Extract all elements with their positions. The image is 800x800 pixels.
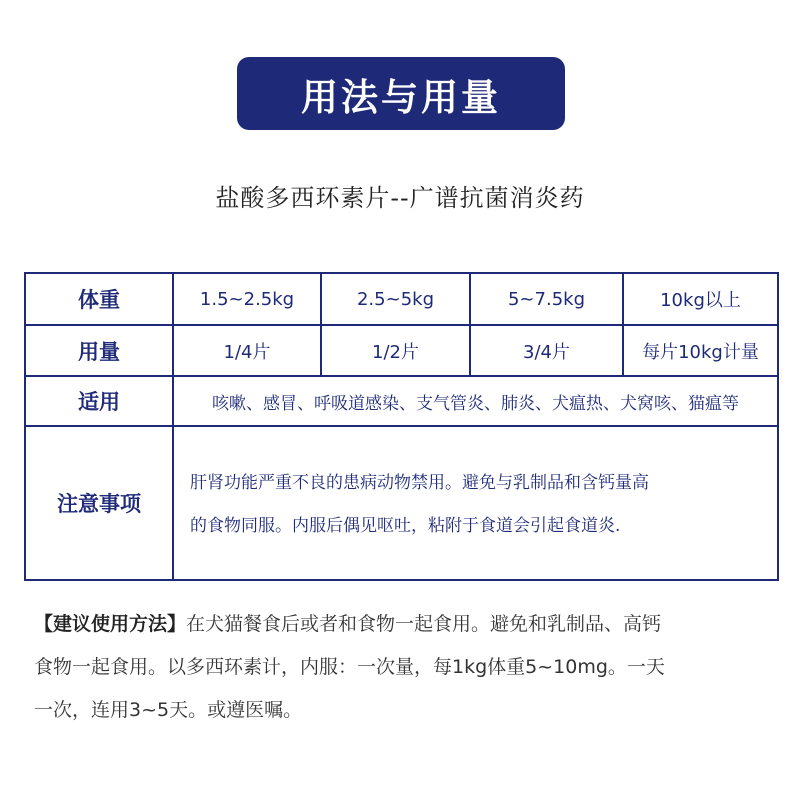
weight-cell: 10kg以上 (622, 274, 777, 324)
product-subtitle: 盐酸多西环素片--广谱抗菌消炎药 (215, 184, 585, 212)
dose-header: 用量 (78, 339, 120, 364)
indications-cell: 咳嗽、感冒、呼吸道感染、支气管炎、肺炎、犬瘟热、犬窝咳、猫瘟等 (172, 377, 777, 425)
notes-header: 注意事项 (57, 492, 141, 516)
notes-text (190, 462, 760, 548)
usage-instructions (34, 603, 774, 732)
table-row-weight (26, 274, 777, 326)
usage-text: 在犬猫餐食后或者和食物一起食用。避免和乳制品、高钙 (186, 613, 662, 635)
weight-cell: 1.5~2.5kg (172, 274, 320, 324)
usage-line: 一次，连用3~5天。或遵医嘱。 (34, 699, 303, 721)
usage-line: 食物一起食用。以多西环素计，内服：一次量，每1kg体重5~10mg。一天 (34, 656, 665, 678)
indications-header: 适用 (78, 390, 120, 414)
dose-cell: 1/4片 (172, 326, 320, 375)
dose-cell: 每片10kg计量 (622, 326, 777, 375)
weight-header: 体重 (78, 288, 120, 312)
notes-line: 肝肾功能严重不良的患病动物禁用。避免与乳制品和含钙量高 (190, 473, 649, 493)
notes-line: 的食物同服。内服后偶见呕吐，粘附于食道会引起食道炎. (190, 516, 621, 536)
weight-cell: 5~7.5kg (469, 274, 622, 324)
usage-label: 【建议使用方法】 (34, 613, 187, 635)
dose-cell: 3/4片 (469, 326, 622, 375)
table-row-indications (26, 377, 777, 427)
page-title-banner: 用法与用量 (237, 57, 565, 130)
dose-cell: 1/2片 (320, 326, 469, 375)
usage-line (34, 603, 774, 646)
weight-cell: 2.5~5kg (320, 274, 469, 324)
table-row-dose (26, 326, 777, 377)
